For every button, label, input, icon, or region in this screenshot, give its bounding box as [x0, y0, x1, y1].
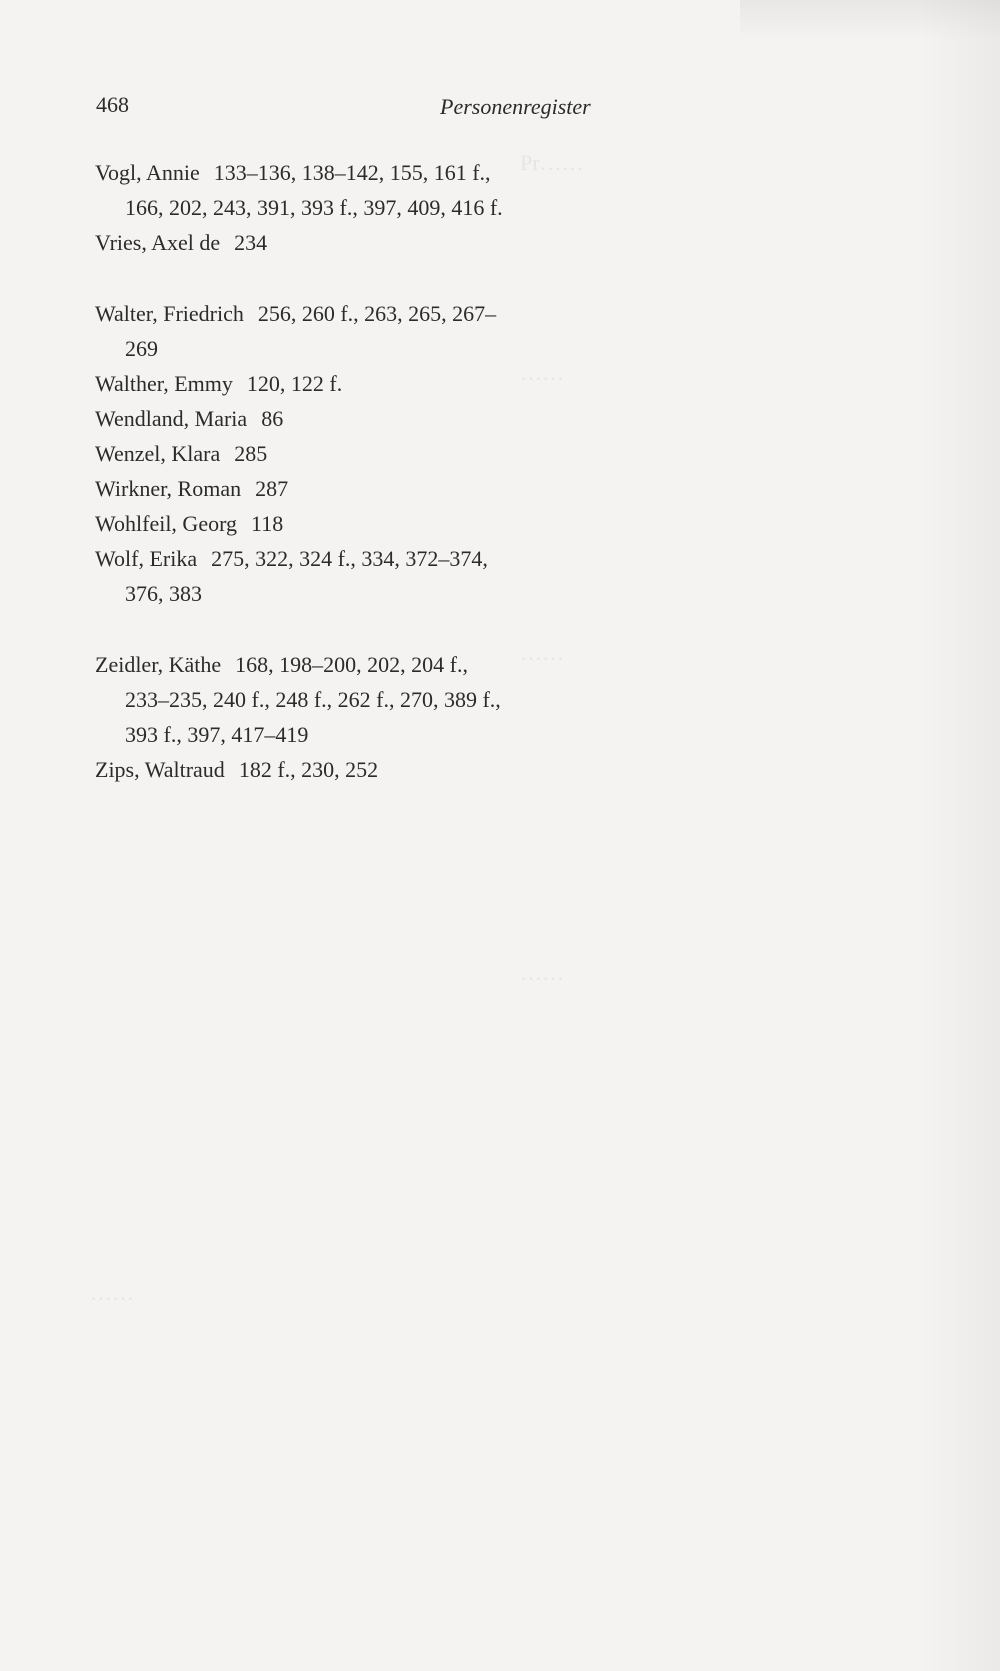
entry-pages: 287: [255, 476, 289, 501]
entry-name: Wendland, Maria: [95, 406, 248, 431]
index-entry: [95, 752, 515, 787]
entry-pages: 285: [234, 441, 268, 466]
entry-name: Walther, Emmy: [95, 371, 233, 396]
entry-name: Zips, Waltraud: [95, 757, 225, 782]
index-entry: [95, 225, 515, 260]
index-entry: [95, 436, 515, 471]
page-edge-shadow: [920, 0, 1000, 1671]
entry-pages: 120, 122 f.: [246, 371, 343, 396]
entry-name: Wenzel, Klara: [95, 441, 221, 466]
index-entry: [95, 647, 515, 752]
entry-pages: 234: [234, 230, 268, 255]
person-index: [95, 155, 515, 787]
index-entry: [95, 506, 515, 541]
entry-name: Walter, Friedrich: [95, 301, 244, 326]
index-entry: [95, 155, 515, 225]
entry-name: Vogl, Annie: [95, 160, 200, 185]
entry-name: Wirkner, Roman: [95, 476, 242, 501]
entry-pages: 133–136, 138–142, 155, 161 f., 166, 202, 243, 391, 393 f., 397, 409, 416 f.: [125, 160, 503, 220]
page-corner-shadow: [740, 0, 1000, 40]
entry-name: Zeidler, Käthe: [95, 652, 222, 677]
index-entry: [95, 471, 515, 506]
entry-pages: 86: [261, 406, 284, 431]
entry-pages: 118: [251, 511, 284, 536]
entry-pages: 256, 260 f., 263, 265, 267–269: [125, 301, 497, 361]
index-entry: [95, 541, 515, 611]
entry-name: Vries, Axel de: [95, 230, 221, 255]
entry-name: Wohlfeil, Georg: [95, 511, 238, 536]
index-entry: [95, 366, 515, 401]
entry-pages: 168, 198–200, 202, 204 f., 233–235, 240 f., 248 f., 262 f., 270, 389 f., 393 f., 397, 417–419: [125, 652, 501, 747]
entry-pages: 182 f., 230, 252: [238, 757, 379, 782]
running-head: Personenregister: [440, 94, 591, 119]
index-entry: [95, 296, 515, 366]
index-entry: [95, 401, 515, 436]
bleed-through-background: Pr…… …… …… …… ……: [90, 150, 584, 1305]
entry-name: Wolf, Erika: [95, 546, 198, 571]
page-number: 468: [96, 92, 129, 117]
entry-pages: 275, 322, 324 f., 334, 372–374, 376, 383: [125, 546, 488, 606]
